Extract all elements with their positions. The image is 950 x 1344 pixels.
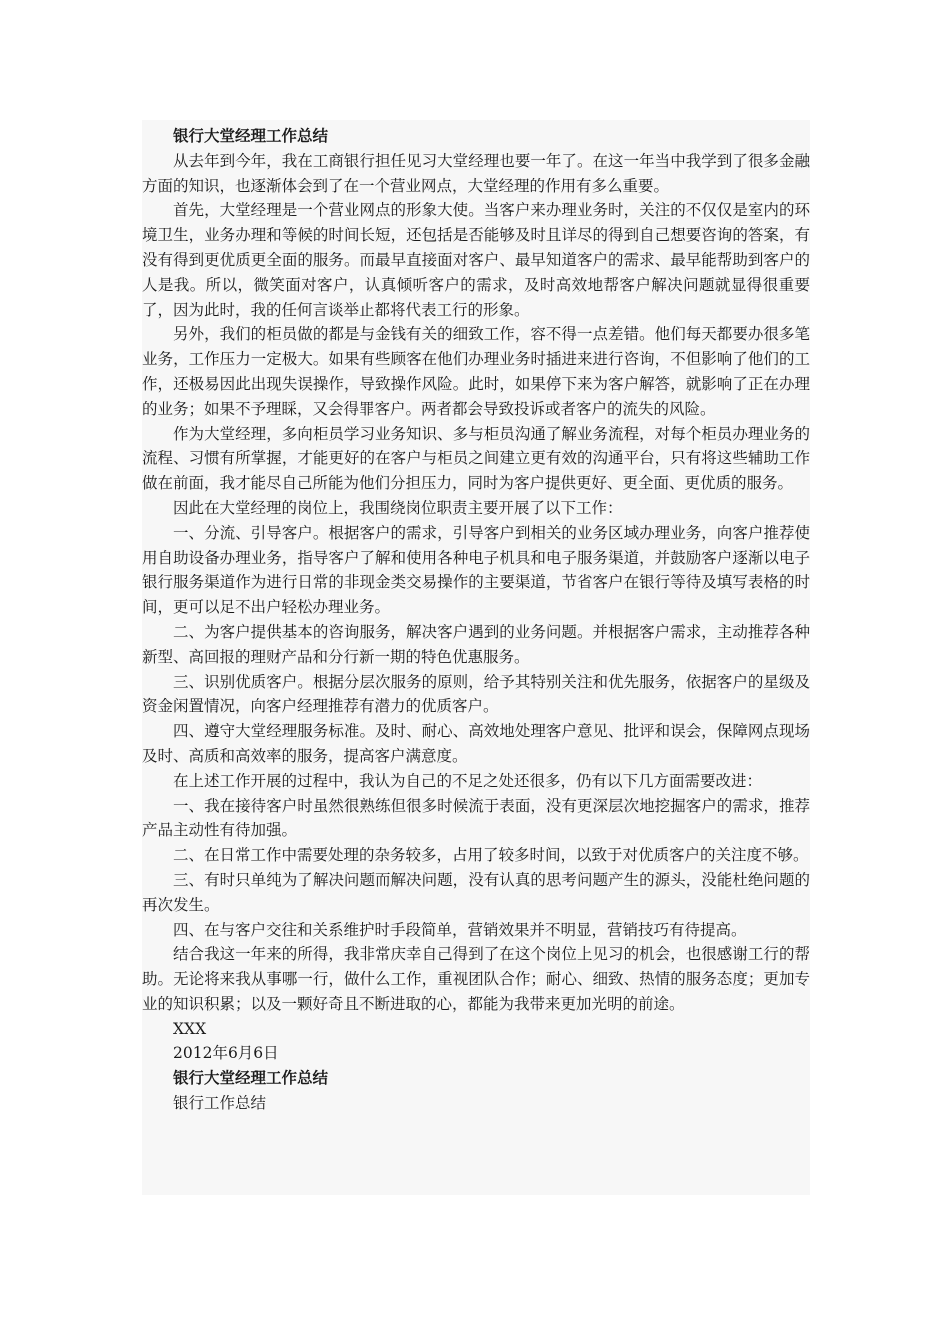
- paragraph-teller-pressure: 另外，我们的柜员做的都是与金钱有关的细致工作，容不得一点差错。他们每天都要办很多笔业务，工作压力一定极大。如果有些顾客在他们办理业务时插进来进行咨询，不但影响了他们的工作，还极易因此出现失误操作，导致操作风险。此时，如果停下来为客户解答，就影响了正在办理的业务；如果不予理睬，又会得罪客户。两者都会导致投诉或者客户的流失的风险。: [142, 325, 810, 418]
- date: 2012年6月6日: [173, 1044, 279, 1063]
- paragraph-shortcoming-3: 三、有时只单纯为了解决问题而解决问题，没有认真的思考问题产生的源头，没能杜绝问题的再次发生。: [142, 870, 810, 914]
- footer-title: 银行大堂经理工作总结: [173, 1068, 329, 1088]
- paragraph-conclusion: 结合我这一年来的所得，我非常庆幸自己得到了在这个岗位上见习的机会，也很感谢工行的帮助。无论将来我从事哪一行，做什么工作，重视团队合作；耐心、细致、热情的服务态度；更加专业的知识积累；以及一颗好奇且不断进取的心，都能为我带来更加光明的前途。: [142, 945, 810, 1013]
- paragraph-duty-3: 三、识别优质客户。根据分层次服务的原则，给予其特别关注和优先服务，依据客户的星级及资金闲置情况，向客户经理推荐有潜力的优质客户。: [142, 672, 810, 716]
- paragraph-intro: 从去年到今年，我在工商银行担任见习大堂经理也要一年了。在这一年当中我学到了很多金融方面的知识，也逐渐体会到了在一个营业网点，大堂经理的作用有多么重要。: [142, 151, 810, 195]
- paragraph-communication: 作为大堂经理，多向柜员学习业务知识、多与柜员沟通了解业务流程，对每个柜员办理业务的流程、习惯有所掌握，才能更好的在客户与柜员之间建立更有效的沟通平台，只有将这些辅助工作做在前面，我才能尽自己所能为他们分担压力，同时为客户提供更好、更全面、更优质的服务。: [142, 424, 810, 493]
- document-body: [142, 120, 810, 1195]
- paragraph-duty-2: 二、为客户提供基本的咨询服务，解决客户遇到的业务问题。并根据客户需求，主动推荐各种新型、高回报的理财产品和分行新一期的特色优惠服务。: [142, 622, 810, 666]
- paragraph-image-ambassador: 首先，大堂经理是一个营业网点的形象大使。当客户来办理业务时，关注的不仅仅是室内的环境卫生，业务办理和等候的时间长短，还包括是否能够及时且详尽的得到自己想要咨询的答案，有没有得到更优质更全面的服务。而最早直接面对客户、最早知道客户的需求、最早能帮助到客户的人是我。所以，微笑面对客户，认真倾听客户的需求，及时高效地帮客户解决问题就显得很重要了，因为此时，我的任何言谈举止都将代表工行的形象。: [142, 201, 810, 319]
- paragraph-shortcoming-1: 一、我在接待客户时虽然很熟练但很多时候流于表面，没有更深层次地挖掘客户的需求，推荐产品主动性有待加强。: [142, 796, 810, 840]
- footer-subtitle: 银行工作总结: [173, 1094, 267, 1113]
- paragraph-duties-intro: 因此在大堂经理的岗位上，我围绕岗位职责主要开展了以下工作：: [173, 498, 623, 517]
- paragraph-duty-4: 四、遵守大堂经理服务标准。及时、耐心、高效地处理客户意见、批评和误会，保障网点现场及时、高质和高效率的服务，提高客户满意度。: [142, 722, 810, 765]
- document-title: 银行大堂经理工作总结: [173, 126, 329, 145]
- paragraph-shortcoming-4: 四、在与客户交往和关系维护时手段简单，营销效果并不明显，营销技巧有待提高。: [173, 920, 747, 939]
- paragraph-shortcoming-2: 二、在日常工作中需要处理的杂务较多，占用了较多时间，以致于对优质客户的关注度不够。: [173, 846, 809, 865]
- paragraph-shortcomings-intro: 在上述工作开展的过程中，我认为自己的不足之处还很多，仍有以下几方面需要改进：: [173, 771, 763, 790]
- signature: XXX: [173, 1019, 207, 1038]
- paragraph-duty-1: 一、分流、引导客户。根据客户的需求，引导客户到相关的业务区域办理业务，向客户推荐使用自助设备办理业务，指导客户了解和使用各种电子机具和电子服务渠道，并鼓励客户逐渐以电子银行服务渠道作为进行日常的非现金类交易操作的主要渠道，节省客户在银行等待及填写表格的时间，更可以足不出户轻松办理业务。: [142, 523, 810, 617]
